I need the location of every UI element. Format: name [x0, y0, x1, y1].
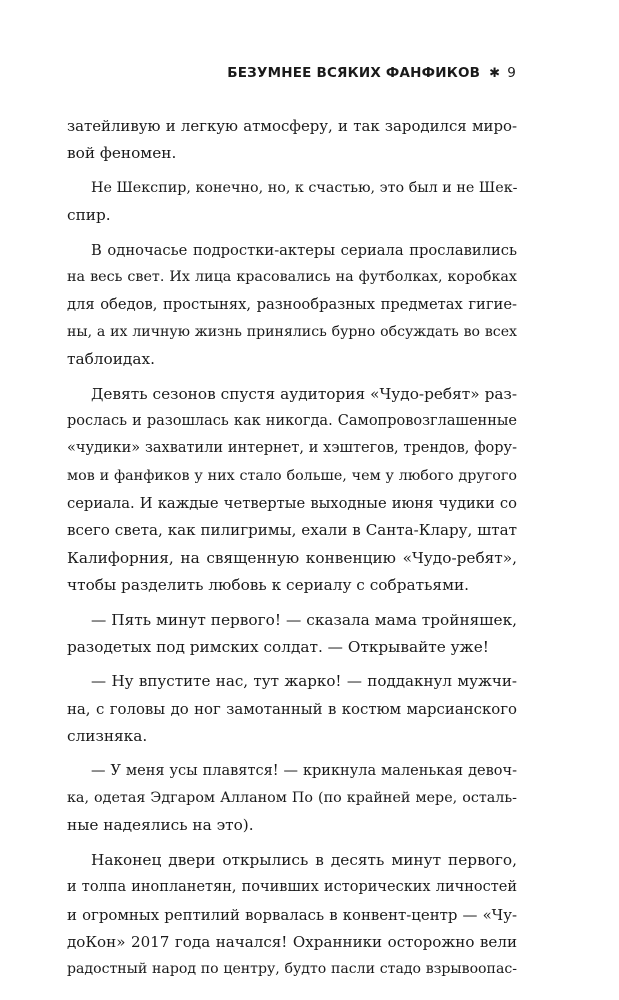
text-line: вой феномен.	[67, 144, 177, 163]
text-line: сериала. И каждые четвертые выходные июня чудики со	[67, 495, 517, 513]
text-line: Не Шекспир, конечно, но, к счастью, это был и не Шек-	[91, 179, 518, 196]
text-line: спир.	[67, 206, 111, 225]
text-line: на весь свет. Их лица красовались на футболках, коробках	[67, 268, 517, 285]
text-line: таблоидах.	[67, 350, 155, 369]
star-separator-icon: ✱	[489, 66, 501, 81]
text-line: доКон» 2017 года начался! Охранники осторожно вели	[67, 932, 517, 951]
text-line: рослась и разошлась как никогда. Самопровозглашенные	[67, 412, 517, 429]
text-line: разодетых под римских солдат. — Открывайте уже!	[67, 638, 489, 657]
text-line: затейливую и легкую атмосферу, и так зародился миро-	[67, 117, 517, 135]
text-line: мов и фанфиков у них стало больше, чем у любого другого	[67, 467, 517, 484]
page-number: 9	[507, 65, 516, 81]
text-line: ны, а их личную жизнь принялись бурно обсуждать во всех	[67, 323, 517, 340]
text-line: чтобы разделить любовь к сериалу с собратьями.	[67, 576, 470, 595]
body-text	[67, 113, 517, 984]
text-line: — У меня усы плавятся! — крикнула маленькая девоч-	[91, 762, 517, 779]
text-line: радостный народ по центру, будто пасли стадо взрывоопас-	[67, 961, 517, 978]
text-line: ка, одетая Эдгаром Алланом По (по крайней мере, осталь-	[67, 789, 517, 806]
book-title: БЕЗУМНЕЕ ВСЯКИХ ФАНФИКОВ	[227, 65, 481, 81]
text-line: и огромных рептилий ворвалась в конвент-центр — «Чу-	[67, 905, 517, 924]
text-line: ные надеялись на это).	[67, 816, 254, 835]
text-line: и толпа инопланетян, почивших исторических личностей	[67, 879, 517, 896]
text-line: на, с головы до ног замотанный в костюм марсианского	[67, 699, 517, 718]
text-line: В одночасье подростки-актеры сериала прославились	[91, 241, 517, 259]
text-line: — Ну впустите нас, тут жарко! — поддакнул мужчи-	[91, 672, 517, 691]
text-line: Калифорния, на священную конвенцию «Чудо-ребят»,	[67, 548, 517, 567]
text-line: всего света, как пилигримы, ехали в Санта-Клару, штат	[67, 521, 517, 540]
text-line: Девять сезонов спустя аудитория «Чудо-ребят» раз-	[91, 384, 517, 403]
text-line: «чудики» захватили интернет, и хэштегов, трендов, фору-	[67, 440, 517, 457]
running-header	[227, 63, 516, 84]
text-line: — Пять минут первого! — сказала мама тройняшек,	[91, 610, 517, 629]
text-line: слизняка.	[67, 727, 148, 746]
text-line: для обедов, простынях, разнообразных предметах гигие-	[67, 296, 517, 314]
text-line: Наконец двери открылись в десять минут первого,	[91, 850, 517, 869]
